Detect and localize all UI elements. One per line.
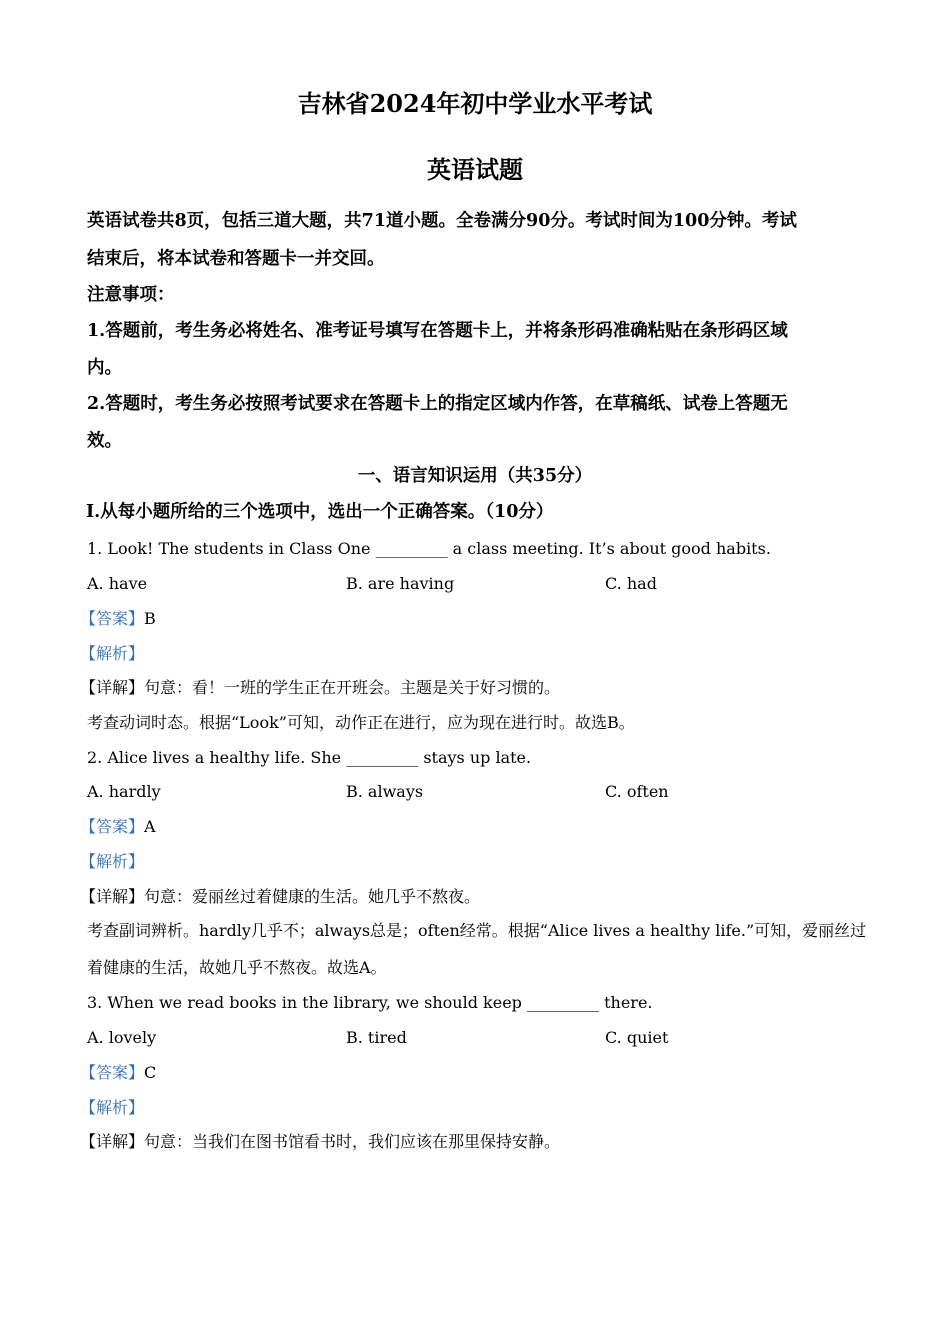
question-2-explain-line-1: 考查副词辨析。hardly几乎不；always总是；often经常。根据“Alice lives a healthy life.”可知，爱丽丝过 — [87, 921, 867, 940]
question-1-option-b: B. are having — [346, 574, 455, 593]
question-3-option-b: B. tired — [346, 1028, 407, 1047]
question-3-option-a: A. lovely — [87, 1028, 157, 1047]
question-1-detail — [80, 677, 870, 699]
question-2-explain-line-2: 着健康的生活，故她几乎不熬夜。故选A。 — [87, 958, 387, 977]
question-2-analysis — [80, 851, 870, 873]
analysis-label: 【解析】 — [80, 852, 145, 871]
analysis-label: 【解析】 — [80, 644, 145, 663]
notice-heading: 注意事项： — [87, 285, 175, 305]
question-3-answer — [80, 1062, 870, 1084]
question-3-stem: 3. When we read books in the library, we should keep _________ there. — [87, 993, 653, 1012]
question-1-stem: 1. Look! The students in Class One _________ a class meeting. It’s about good habits. — [87, 539, 771, 558]
answer-value: B — [144, 609, 156, 628]
analysis-label: 【解析】 — [80, 1098, 145, 1117]
notice-2-line-2: 效。 — [87, 431, 122, 451]
answer-label: 【答案】 — [80, 817, 145, 836]
question-3-detail — [80, 1131, 870, 1153]
detail-label: 【详解】 — [80, 887, 145, 906]
answer-label: 【答案】 — [80, 609, 145, 628]
detail-label: 【详解】 — [80, 678, 145, 697]
detail-label: 【详解】 — [80, 1132, 145, 1151]
question-1-analysis — [80, 643, 870, 665]
question-1-option-c: C. had — [605, 574, 657, 593]
detail-text: 句意：当我们在图书馆看书时，我们应该在那里保持安静。 — [144, 1132, 561, 1151]
answer-value: C — [144, 1063, 157, 1082]
notice-1-line-1: 1.答题前，考生务必将姓名、准考证号填写在答题卡上，并将条形码准确粘贴在条形码区域 — [87, 321, 788, 341]
question-2-detail — [80, 886, 870, 908]
exam-title: 吉林省2024年初中学业水平考试 — [297, 89, 653, 118]
question-2-answer — [80, 816, 870, 838]
detail-text: 句意：爱丽丝过着健康的生活。她几乎不熬夜。 — [144, 887, 481, 906]
notice-2-line-1: 2.答题时，考生务必按照考试要求在答题卡上的指定区域内作答，在草稿纸、试卷上答题无 — [87, 394, 788, 414]
question-3-option-c: C. quiet — [605, 1028, 669, 1047]
part-heading: Ⅰ.从每小题所给的三个选项中，选出一个正确答案。（10分） — [86, 502, 554, 522]
answer-label: 【答案】 — [80, 1063, 145, 1082]
section-heading: 一、语言知识运用（共35分） — [357, 466, 593, 486]
question-2-stem: 2. Alice lives a healthy life. She _________ stays up late. — [87, 748, 532, 767]
notice-1-line-2: 内。 — [87, 358, 122, 378]
question-1-option-a: A. have — [87, 574, 148, 593]
answer-value: A — [144, 817, 156, 836]
question-3-analysis — [80, 1097, 870, 1119]
intro-line-1: 英语试卷共8页，包括三道大题，共71道小题。全卷满分90分。考试时间为100分钟。考试 — [87, 211, 797, 231]
exam-subtitle: 英语试题 — [427, 155, 523, 184]
question-1-explain-line-1: 考查动词时态。根据“Look”可知，动作正在进行，应为现在进行时。故选B。 — [87, 713, 635, 732]
question-1-answer — [80, 608, 870, 630]
detail-text: 句意：看！一班的学生正在开班会。主题是关于好习惯的。 — [144, 678, 561, 697]
intro-line-2: 结束后，将本试卷和答题卡一并交回。 — [87, 249, 385, 269]
question-2-option-a: A. hardly — [87, 782, 161, 801]
question-2-option-b: B. always — [346, 782, 424, 801]
question-2-option-c: C. often — [605, 782, 669, 801]
